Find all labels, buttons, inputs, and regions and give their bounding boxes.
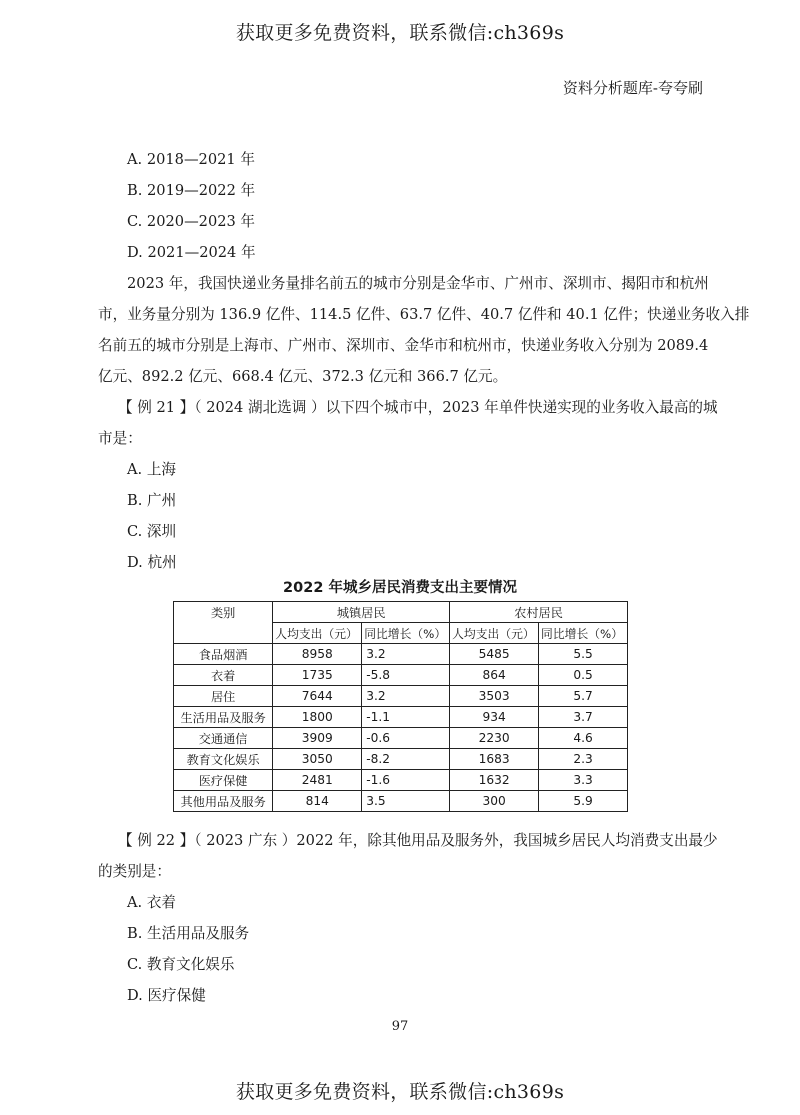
- cell-category: 食品烟酒: [174, 644, 273, 665]
- passage-line: 亿元、892.2 亿元、668.4 亿元、372.3 亿元和 366.7 亿元。: [98, 368, 508, 385]
- q20-option-c: C. 2020—2023 年: [127, 213, 256, 230]
- cell-value: 3909: [273, 728, 362, 749]
- table-row: [174, 686, 628, 707]
- cell-value: -1.6: [362, 770, 450, 791]
- subheader-rural-growth: 同比增长（%）: [539, 623, 628, 644]
- cell-value: 4.6: [539, 728, 628, 749]
- cell-value: 2481: [273, 770, 362, 791]
- table-row: [174, 770, 628, 791]
- q22-option-c: C. 教育文化娱乐: [127, 956, 235, 973]
- cell-value: -5.8: [362, 665, 450, 686]
- passage-line: 市，业务量分别为 136.9 亿件、114.5 亿件、63.7 亿件、40.7 亿件和 40.1 亿件；快递业务收入排: [98, 306, 750, 323]
- cell-value: 0.5: [539, 665, 628, 686]
- q22-option-a: A. 衣着: [127, 894, 177, 911]
- header-urban: 城镇居民: [273, 602, 450, 623]
- q21-option-a: A. 上海: [127, 461, 177, 478]
- cell-value: 5485: [450, 644, 539, 665]
- cell-value: 3.2: [362, 644, 450, 665]
- table-row: [174, 728, 628, 749]
- cell-value: 1632: [450, 770, 539, 791]
- q21-option-c: C. 深圳: [127, 523, 177, 540]
- q21-option-d: D. 杭州: [127, 554, 177, 571]
- bottom-banner: 获取更多免费资料，联系微信:ch369s: [235, 1081, 565, 1103]
- header-rural: 农村居民: [450, 602, 628, 623]
- subheader-rural-spend: 人均支出（元）: [450, 623, 539, 644]
- page-number: 97: [391, 1019, 409, 1034]
- cell-value: -1.1: [362, 707, 450, 728]
- table-row: [174, 707, 628, 728]
- passage-line: 2023 年，我国快递业务量排名前五的城市分别是金华市、广州市、深圳市、揭阳市和杭州: [127, 275, 709, 292]
- table-row: [174, 791, 628, 812]
- passage-line: 名前五的城市分别是上海市、广州市、深圳市、金华市和杭州市，快递业务收入分别为 2089.4: [98, 337, 709, 354]
- cell-category: 居住: [174, 686, 273, 707]
- table-row: [174, 644, 628, 665]
- cell-category: 交通通信: [174, 728, 273, 749]
- cell-value: 3050: [273, 749, 362, 770]
- cell-value: -8.2: [362, 749, 450, 770]
- subheader-urban-growth: 同比增长（%）: [362, 623, 450, 644]
- cell-value: 3.3: [539, 770, 628, 791]
- cell-category: 衣着: [174, 665, 273, 686]
- cell-value: 3503: [450, 686, 539, 707]
- cell-value: 864: [450, 665, 539, 686]
- cell-value: 2.3: [539, 749, 628, 770]
- q20-option-a: A. 2018—2021 年: [127, 151, 255, 168]
- cell-value: 5.5: [539, 644, 628, 665]
- q22-option-d: D. 医疗保健: [127, 987, 206, 1004]
- cell-value: -0.6: [362, 728, 450, 749]
- q22-stem-cont: 的类别是：: [98, 863, 171, 880]
- cell-value: 1683: [450, 749, 539, 770]
- cell-value: 300: [450, 791, 539, 812]
- cell-category: 其他用品及服务: [174, 791, 273, 812]
- q21-option-b: B. 广州: [127, 492, 177, 509]
- cell-value: 5.9: [539, 791, 628, 812]
- cell-category: 医疗保健: [174, 770, 273, 791]
- top-banner: 获取更多免费资料，联系微信:ch369s: [235, 22, 565, 44]
- running-header: 资料分析题库-夸夸刷: [562, 79, 703, 97]
- q20-option-b: B. 2019—2022 年: [127, 182, 256, 199]
- cell-value: 1735: [273, 665, 362, 686]
- cell-value: 7644: [273, 686, 362, 707]
- q21-stem-cont: 市是：: [98, 430, 142, 447]
- q22-stem: 【 例 22 】（ 2023 广东 ）2022 年，除其他用品及服务外，我国城乡居民人均消费支出最少: [118, 832, 718, 849]
- table-row: [174, 749, 628, 770]
- cell-value: 5.7: [539, 686, 628, 707]
- header-category: 类别: [174, 602, 273, 644]
- q22-option-b: B. 生活用品及服务: [127, 925, 250, 942]
- cell-value: 3.2: [362, 686, 450, 707]
- cell-value: 934: [450, 707, 539, 728]
- cell-category: 生活用品及服务: [174, 707, 273, 728]
- q20-option-d: D. 2021—2024 年: [127, 244, 256, 261]
- cell-value: 1800: [273, 707, 362, 728]
- subheader-urban-spend: 人均支出（元）: [273, 623, 362, 644]
- cell-value: 8958: [273, 644, 362, 665]
- cell-category: 教育文化娱乐: [174, 749, 273, 770]
- consumption-table: [173, 601, 628, 812]
- table-title: 2022 年城乡居民消费支出主要情况: [283, 580, 517, 596]
- cell-value: 2230: [450, 728, 539, 749]
- cell-value: 814: [273, 791, 362, 812]
- cell-value: 3.5: [362, 791, 450, 812]
- table-row: [174, 665, 628, 686]
- q21-stem: 【 例 21 】（ 2024 湖北选调 ）以下四个城市中，2023 年单件快递实现的业务收入最高的城: [118, 399, 718, 416]
- cell-value: 3.7: [539, 707, 628, 728]
